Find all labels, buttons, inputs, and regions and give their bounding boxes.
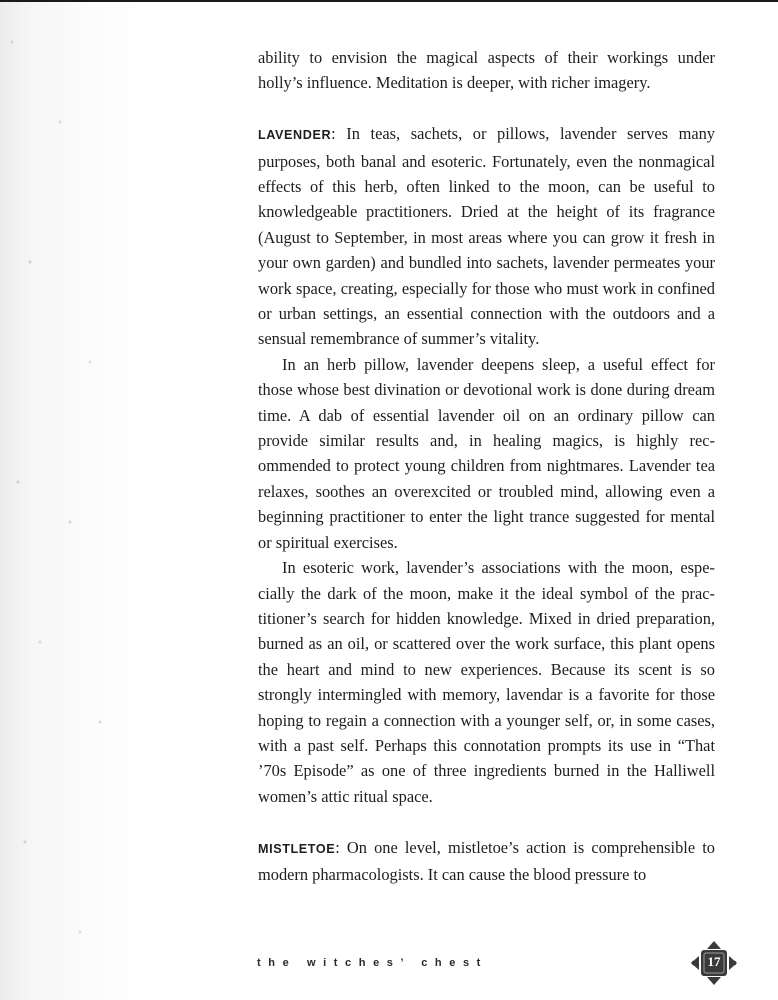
running-footer: the witches’ chest: [257, 957, 488, 969]
entry-text-lavender: : In teas, sachets, or pillows, lavender serves many purposes, both banal and esoteric. Fortunately, even the nonmagical effects of this herb, often linked to the moon, can be useful to knowledgeable practitioners. Dried at the height of its fragrance (August to September, in most areas where you can grow it fresh in your own garden) and bundled into sachets, lavender permeates your work space, creating, especially for those who must work in confined or urban settings, an essential connection with the outdoors and a sensual remembrance of summer’s vitality.: [258, 124, 715, 349]
page-number: 17: [707, 954, 721, 969]
entry-lavender: [258, 121, 715, 352]
entry-spacer: [258, 96, 715, 121]
entry-spacer: [258, 809, 715, 834]
page-edge-texture: [0, 2, 150, 1000]
page-number-badge: [690, 940, 738, 986]
paragraph-esoteric-work: In esoteric work, lavender’s associations with the moon, especially the dark of the moon, make it the ideal symbol of the practitioner’s search for hidden knowledge. Mixed in dried preparation, burned as an oil, or scattered over the work surface, this plant opens the heart and mind to new experiences. Because its scent is so strongly intermingled with memory, lavendar is a favorite for those hoping to regain a connection with a younger self, or, in some cases, with a past self. Perhaps this connotation prompts its use in “That ’70s Episode” as one of three ingredients burned in the Halliwell women’s attic ritual space.: [258, 558, 715, 806]
paragraph-holly-continued: ability to envision the magical aspects of their workings under holly’s influence. Meditation is deeper, with richer imagery.: [258, 48, 715, 93]
entry-term-lavender: LAVENDER: [258, 128, 332, 143]
entry-mistletoe: [258, 835, 715, 888]
entry-term-mistletoe: MISTLETOE: [258, 841, 336, 856]
paragraph-herb-pillow: In an herb pillow, lavender deepens sleep, a useful effect for those whose best divination or devotional work is done during dream time. A dab of essential lavender oil on an ordinary pillow can provide similar results and, in healing magics, is highly recommended to protect young children from nightmares. Lavender tea relaxes, soothes an overexcited or troubled mind, allowing even a beginning practitioner to enter the light trance suggested for mental or spiritual exercises.: [258, 354, 715, 552]
body-text: [258, 45, 715, 887]
entry-text-mistletoe: : On one level, mistletoe’s action is comprehensible to modern pharmacologists. It can cause the blood pressure to: [258, 837, 715, 884]
